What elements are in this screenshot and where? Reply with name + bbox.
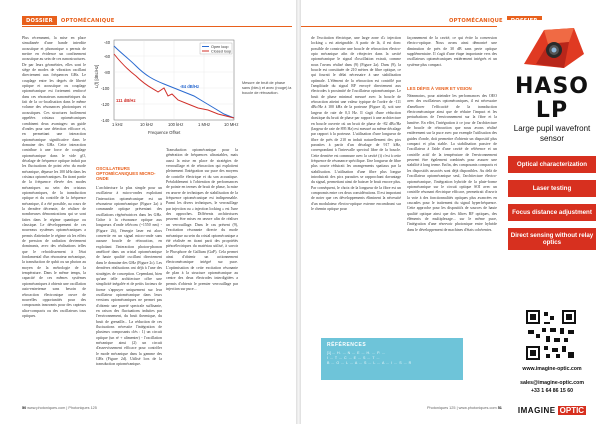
issue: Photoniques 125 [68, 406, 97, 410]
ad-title: LP [535, 98, 569, 123]
advertisement[interactable] [504, 20, 600, 424]
ad-title: HASO [515, 74, 589, 99]
imagine-optic-logo [514, 404, 590, 416]
site-url: www.photoniques.com [458, 406, 497, 410]
right-column-2b [407, 94, 497, 370]
x-tick: 1 MHz [198, 122, 211, 127]
left-column-1 [22, 36, 86, 370]
ad-website[interactable]: www.imagine-optic.com [522, 366, 582, 372]
chart-xlabel: Frequence Offset [148, 130, 181, 135]
ad-phone[interactable]: +33 1 64 86 15 60 [531, 388, 573, 394]
figure-caption: Mesure de bruit de phase sans (bleu) et avec (rouge) la boucle de rétroaction. [242, 81, 292, 95]
x-tick: 100 kHz [168, 122, 184, 127]
y-tick: -40 [104, 40, 111, 45]
left-column-3 [166, 148, 238, 372]
legend-closed: Closed loop [211, 49, 232, 54]
reference-line: I ... T ... C ... E ... S ... T ... [327, 356, 380, 360]
topic-tag: OPTOMÉCANIQUE [449, 17, 503, 24]
feature-focus[interactable]: Focus distance adjustment [508, 204, 596, 221]
body-text: Plus récemment, la mise en place simultanée d'une bande interdite acoustique et phononique a permis de mettre en évidence un confinement acoustique au sein de ces nanostructures. De par leurs géométries, elles sont le siège de modes de vibration oscillant directement aux fréquences GHz. Le couplage entre les degrés de liberté optique et acoustique ou couplage optomécanique est fortement renforcé dans ces résonateurs nanométriques du fait de la co-localisation dans le même volume des résonances photoniques et acoustiques. Ces structures facilement appelées cristaux optomécaniques combinent deux avantages: un guide d'ondes pour une détection efficace et, en permettant une interaction optomécanique significative dans le domaine des GHz. Cette interaction contribue à une force de couplage optomécanique dans le vide gO, décalage de fréquence optique induit par les fluctuations de point zéro du mode mécanique, dépasse les 100 kHz dans les cristaux optomécaniques. En tirant partie de la fréquence élevée des modes mécaniques au sein des cristaux optomécaniques, de la transduction optique et du contrôle de la fréquence mécanique, il a été possible, au cours de la dernière décennie, de réaliser de nombreuses démonstrations qui se sont faites dans le régime quantique ou classique. Le développement de ces nouveaux systèmes optomécaniques a permis d'atteindre le régime où les effets de pression de radiation deviennent dominants, avec des réalisations telles que le refroidissement à l'état fondamental d'un résonateur mécanique, la transduction de qubit ou un photon au moyen de la métrologie de la température. Dans le même temps, la capacité de ces mêmes systèmes optomécaniques à obtenir une oscillation auto-entretenue sans besoin de rétroaction électronique ouvre de nouvelles opportunités pour des composants innovants pour des capteurs ultra-compacts ou des oscillateurs tous optiques. [22, 36, 86, 318]
x-tick: 10 MHz [224, 122, 239, 127]
chart-ylabel: L(f) [dBc/Hz] [94, 64, 99, 88]
left-header [22, 16, 119, 25]
body-text: L'architecture la plus simple pour un oscillateur à micro-ondes exploitant l'interaction optomécanique est un résonateur optomécanique (Figure 2a) à commande optique présentant des oscillations régénératrices dans les GHz. Grâce à la résonance optique aux longueurs d'onde télécom (~1550 nm) - (Figure 2b), l'énergie laser est alors convertie en un signal micro-onde sans aucune boucle de rétroaction, en exploitant l'interaction photon-phonon amélioré dans un cristal optomécanique de haute qualité oscillant directement dans le domaine des GHz (Figure 2c). Les dernières réalisations ont déjà à l'une des stratégies de conception. Cependant, bien qu'une telle architecture offre une simplicité inégalée et de petits facteurs de forme s'appuyer uniquement sur leur oscillateur optomécanique dans leurs versions optomécaniques ne permet pas d'obtenir une pureté spectrale suffisante, en raison des fluctuations induites par l'environnement, du bruit thermique, du bruit de grenaille... La réduction de ces fluctuations nécessite l'intégration de plusieurs composants clés : 1) un circuit optique (un ré + alimenter) - l'oscillation mécanique ainsi (2) un circuit d'asservissement efficace pour contrôler le mode mécanique dans la gamme des GHz (Figure 2d). Utilisé lors de la transduction optomécanique. [96, 186, 162, 367]
x-tick: 1 kHz [112, 122, 123, 127]
wavefront-sensor-image [514, 24, 590, 70]
y-tick: -120 [101, 102, 110, 107]
x-tick: 10 kHz [140, 122, 154, 127]
right-column-2 [407, 36, 497, 82]
body-text: de l'excitation électrique, une large zone d'« injection locking » est atteignable. A partir de là, il est donc possible de construire une boucle de rétroaction électro-opto mécanique afin de réinjecter dans la cavité optomécanique le signal d'oscillation extrait, comme nous l'avons réalisé dans (9) (Figure 2a). Dans (9), la boucle est constituée de 210 mètres de fibre optique, ce qui fournit le délai nécessaire à une stabilisation optimale. L'élément de la rétroaction est contrôlé par l'amplitude du signal RF envoyé directement aux électrodes à proximité de l'oscillateur optomécanique. Le bruit de phase minimal mesuré avec la boucle de rétroaction atteint une valeur typique de l'ordre de -111 dBc/Hz à 100 kHz de la porteuse (Figure 4), soit une largeur de raie de 0,3 Hz. Il s'agit d'une réduction drastique du bruit de phase par rapport à une architecture en boucle ouverte où un bruit de phase de -82 dBc/Hz (largeur de raie de 895 Hz) est mesuré au même décalage par rapport à la porteuse. L'utilisation d'une longueur de fibre de près de 210 m induit naturellement des pics parasites à partir d'un décalage de 917 kHz, correspondant à l'intervalle spectral libre de la boucle. Cette dernière est commune avec la cavité (i) c'est à cette fréquence de résonance spécifique. Une longueur de fibre plus courte réduirait les arrangements spatiaux par la stabilisation. L'utilisation d'une fibre plus longue introduirait des pics parasites se rapprochant davantage du signal, permettant ainsi de baisser le bruit encore plus. Par conséquent, le choix de la longueur de la fibre est un compromis entre ces deux considérations. Il est important de noter que ces développements éliminent la nécessité d'un modulateur électro-optique externe encombrant sur le chemin optique pour [311, 36, 401, 211]
ad-email[interactable]: sales@imagine-optic.com [520, 380, 584, 386]
left-column-2 [96, 186, 162, 372]
reference-line: B ... O ... L ... A ... S ... L ... A ... I ... S ... R [327, 361, 412, 365]
qr-code-icon[interactable] [526, 310, 576, 360]
y-tick: -80 [104, 70, 111, 75]
left-footer: 50 www.photoniques.com | Photoniques 125 [22, 406, 97, 410]
annotation-open: -84 dB/Hz [180, 84, 200, 89]
feature-laser[interactable]: Laser testing [508, 180, 596, 197]
left-page [0, 0, 296, 424]
feature-direct[interactable]: Direct sensing without relay optics [508, 228, 596, 250]
y-tick: -100 [101, 86, 110, 91]
y-tick: -60 [104, 54, 111, 59]
brand-right: OPTIC [559, 405, 585, 415]
brand-left: IMAGINE [517, 405, 556, 415]
issue: Photoniques 125 [427, 406, 456, 410]
body-text: façonnement de la cavité, ce qui évite la conversion électro-optique. Nous avons ainsi démontré une diminution de près de 30 dB sans perte optique supplémentaire. Il s'agit d'une étape importante vers des oscillateurs optomécaniques entièrement intégrés et un système plus compact. [407, 36, 497, 67]
y-tick: -140 [101, 118, 110, 123]
body-text: Néanmoins, pour atteindre les performances des OEO avec des oscillateurs optomécaniques, il est nécessaire d'améliorer l'efficacité de la transduction électromécanique ainsi que de réduire l'impact et les perturbations de l'environnement sur la fibre et la lumière. En effet, l'intégration à ce jour de l'architecture de boucle de rétroaction que nous avons réalisé entièrement sur la puce avec par exemple l'utilisation des guides d'onde, doit permettre d'obtenir un dispositif plus compact et plus stable. La stabilisation passive de l'oscillateur à l'aide d'une cavité de référence et un contrôle actif de la température de l'environnement peuvent être également combinés pour assurer une stabilité à long terme. Enfin, des composants compacts et les dispositifs associés sont déjà disponibles. Au delà de l'oscillateur optomécanique seul, l'architecture électro-optomécanique, l'intégration hybride de la plate-forme optomécanique sur le circuit optique SOI avec un contrôle résonant électrique efficace, permettrait d'ouvrir la voie à des fonctionnalités optiques plus avancées en cascades pour le traitement du signal hyperfréquence. Cette approche pour les dispositifs de sources de haute qualité optique ainsi que des filtres RF optiques, des éléments de multiplexage... sur le même puce, l'intégration d'une réservoir photonique entre hybride dans le développement de machines d'états cohérentes. [407, 94, 497, 232]
right-footer: Photoniques 125 | www.photoniques.com 51 [427, 406, 502, 410]
references-title: RÉFÉRENCES [327, 342, 367, 348]
right-column-1 [311, 36, 401, 332]
body-text: Transduction optomécanique pour la génération de fréquences ultrastables, mais aussi la mise en place de stratégies de verrouillage et de rétroaction qui exploitent pleinement l'intégration sur puce des moyens de contrôle électrique et du son acoustique. Préalablement à l'obtention de performances de pointe en termes de bruit de phase, la mise en œuvre de techniques de stabilisation de la fréquence optomécanique est indispensable. Parmi les divers techniques, le verrouillage par injection ou « injection locking » est l'une des approches. Différents architectures peuvent être mises en œuvre afin de réaliser un verrouillage. Dans le cas présent (9), l'excitation résonante directe du mode mécanique au sein du cristal optomécanique a été réalisée en tirant parti des propriétés piézoélectriques du matériau utilisé, à savoir le Phosphore de Gallium (GaP). Cela permet ainsi d'obtenir un actionnement électromécanique intégré sur puce. L'optimisation de cette excitation résonante de plan à la structure optomécanique au centre des deux électrodes interdigitées a permis d'obtenir le premier verrouillage par injection sur puce... [166, 148, 238, 291]
header-rule [301, 26, 497, 27]
annotation-closed: 111 dB/Hz [116, 98, 136, 103]
references-box [321, 338, 463, 380]
section-subhead: LES DÉFIS À VENIR ET VISION [407, 86, 472, 91]
site-url: www.photoniques.com [27, 406, 66, 410]
feature-optical[interactable]: Optical characterization [508, 156, 596, 173]
chart-legend [200, 43, 232, 54]
right-page [301, 0, 600, 424]
page-number: 51 [497, 406, 502, 410]
legend-open: Open loop [211, 45, 229, 49]
page-number: 50 [22, 406, 27, 410]
reference-line: [1] ... H. ... N ... E ... H. ... P. ... [327, 351, 386, 355]
topic-tag: OPTOMÉCANIQUE [60, 17, 115, 24]
section-subhead: OSCILLATEURS OPTOMÉCANIQUES MICRO-ONDE [96, 166, 156, 182]
ad-subtitle: Large pupil wavefront sensor [513, 124, 591, 143]
section-tag: DOSSIER [22, 16, 57, 25]
header-rule [22, 26, 292, 27]
